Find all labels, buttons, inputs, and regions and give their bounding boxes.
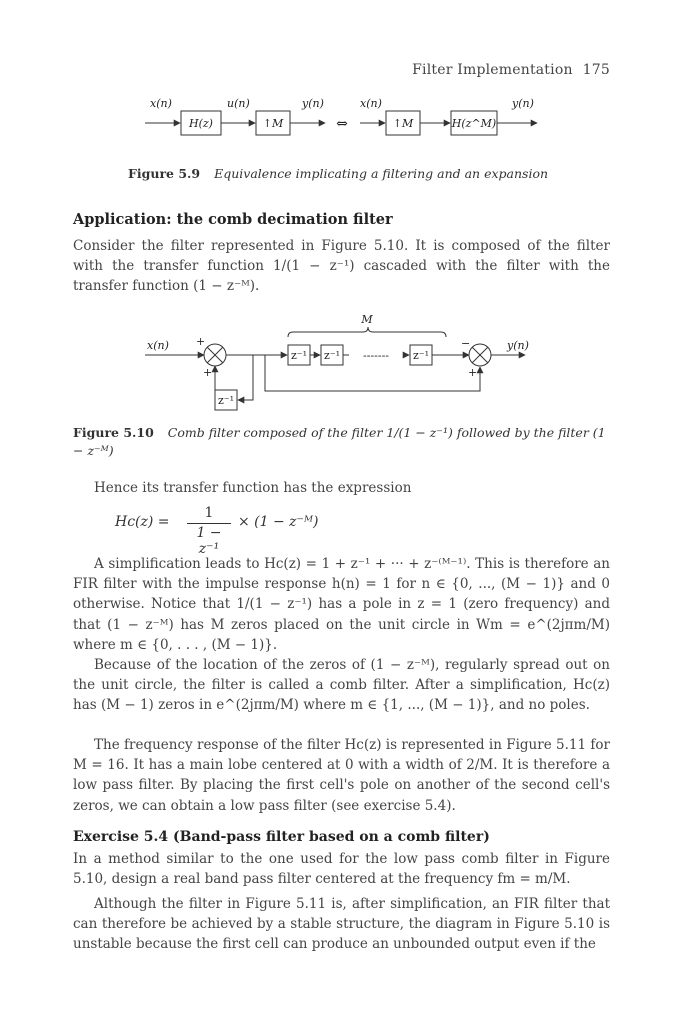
paragraph-2: Hence its transfer function has the expression <box>94 480 412 496</box>
exercise-title: Exercise 5.4 (Band-pass filter based on a comb filter) <box>73 829 490 845</box>
running-header <box>412 62 610 78</box>
fig2-feedback-path <box>238 355 253 400</box>
exercise-text: In a method similar to the one used for the low pass comb filter in Figure 5.10, design a real band pass filter centered at the frequency fm = m/M. <box>73 851 610 888</box>
figure-5-9-caption-text: Equivalence implicating a filtering and an expansion <box>214 166 549 181</box>
fig1-label-upM: ↑M <box>262 117 284 130</box>
formula-lhs: Hc(z) = <box>115 514 170 530</box>
formula-rhs: × (1 − z⁻ᴹ) <box>238 514 319 530</box>
fig2-brace <box>288 327 446 337</box>
fig2-input-label: x(n) <box>147 339 169 352</box>
adder-2-plus: + <box>468 366 478 379</box>
equivalence-icon: ⇔ <box>336 116 348 132</box>
adder-1-plus-top: + <box>196 335 206 348</box>
figure-5-9-diagram <box>145 95 545 155</box>
fig1-label-yn-right: y(n) <box>512 97 534 110</box>
figure-5-10-caption-text: Comb filter composed of the filter 1/(1 − z⁻¹) followed by the filter (1 − z⁻ᴹ) <box>73 425 606 458</box>
figure-5-10-diagram <box>145 312 545 412</box>
delay-label-2: z⁻¹ <box>323 349 341 362</box>
fig1-label-HzM: H(z^M) <box>451 117 497 130</box>
fig1-label-yn: y(n) <box>302 97 324 110</box>
delay-label-1: z⁻¹ <box>290 349 308 362</box>
delay-label-M: z⁻¹ <box>412 349 430 362</box>
fig1-label-H: H(z) <box>189 117 213 130</box>
fig1-label-upM-right: ↑M <box>392 117 414 130</box>
paragraph-6: Although the filter in Figure 5.11 is, after simplification, an FIR filter that can therefore be achieved by a stable structure, the diagram in Figure 5.10 is unstable because the first cell can produce an unbounded output even if the <box>73 896 610 953</box>
formula-fraction <box>187 505 231 557</box>
formula-numerator: 1 <box>187 505 231 524</box>
figure-5-9-label: Figure 5.9 <box>128 166 201 181</box>
page-number: 175 <box>582 62 610 78</box>
figure-5-10-caption <box>73 424 610 460</box>
feedback-delay-label: z⁻¹ <box>217 394 235 407</box>
fig2-output-label: y(n) <box>507 339 529 352</box>
paragraph-4: Because of the location of the zeros of (1 − z⁻ᴹ), regularly spread out on the unit circle, the filter is called a comb filter. After a simplification, Hc(z) has (M − 1) zeros in e^(2jπm/M) where m ∈ {1, ..., (M − 1)}, and no poles. <box>73 657 610 714</box>
fig1-label-un: u(n) <box>227 97 250 110</box>
fig1-label-xn: x(n) <box>150 97 172 110</box>
transfer-function-formula <box>115 503 415 557</box>
fig1-label-xn-right: x(n) <box>360 97 382 110</box>
paragraph-3: A simplification leads to Hc(z) = 1 + z⁻¹ + ··· + z⁻⁽ᴹ⁻¹⁾. This is therefore an FIR filter with the impulse response h(n) = 1 for n ∈ {0, ..., (M − 1)} and 0 otherwise. Notice that 1/(1 − z⁻¹) has a pole in z = 1 (zero frequency) and that (1 − z⁻ᴹ) has M zeros placed on the unit circle in Wm = e^(2jπm/M) where m ∈ {0, . . . , (M − 1)}. <box>73 556 610 653</box>
paragraph-1: Consider the filter represented in Figure 5.10. It is composed of the filter with the transfer function 1/(1 − z⁻¹) cascaded with the filter with the transfer function (1 − z⁻ᴹ). <box>73 238 610 295</box>
section-title: Application: the comb decimation filter <box>73 211 393 228</box>
paragraph-5: The frequency response of the filter Hc(z) is represented in Figure 5.11 for M = 16. It has a main lobe centered at 0 with a width of 2/M. It is therefore a low pass filter. By placing the first cell's pole on another of the second cell's zeros, we can obtain a low pass filter (see exercise 5.4). <box>73 737 610 814</box>
formula-denominator: 1 − z⁻¹ <box>196 525 222 557</box>
figure-5-10-label: Figure 5.10 <box>73 425 154 440</box>
adder-1-plus-bottom: + <box>203 366 213 379</box>
adder-2-minus: − <box>461 337 471 350</box>
running-title: Filter Implementation <box>412 62 573 78</box>
fig2-brace-label: M <box>361 313 373 326</box>
delay-chain-dots: ------- <box>362 349 390 362</box>
figure-5-9-caption <box>128 166 548 181</box>
